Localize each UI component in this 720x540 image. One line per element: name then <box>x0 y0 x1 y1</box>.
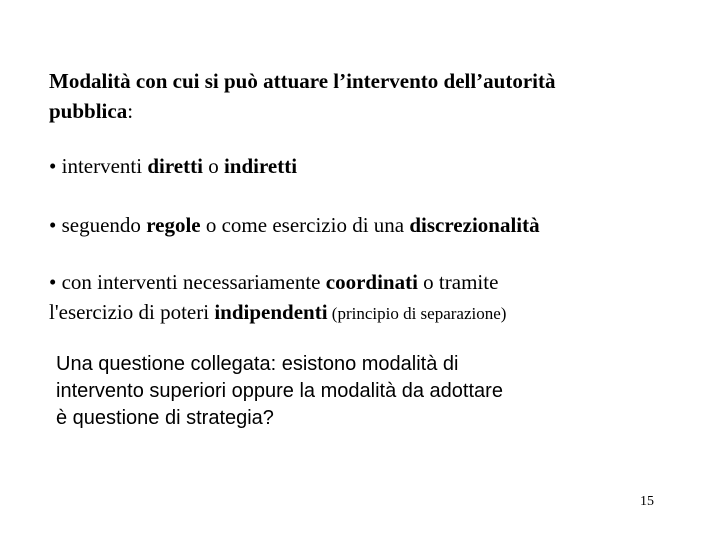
bullet-text: l'esercizio di poteri <box>49 300 215 324</box>
bullet-bold-term: indipendenti <box>214 300 328 324</box>
bullet-text: con interventi necessariamente <box>56 270 326 294</box>
bullet-marker: • <box>49 154 57 178</box>
bullet-parenthetical: (principio di separazione) <box>327 304 507 323</box>
bullet-line-1 <box>49 267 689 297</box>
bullet-marker: • <box>49 213 57 237</box>
bullet-bold-term: indiretti <box>223 154 298 178</box>
heading-word-pubblica: pubblica <box>49 99 128 123</box>
bullet-text: o <box>202 154 224 178</box>
question-line-3: è questione di strategia? <box>56 407 274 429</box>
bullet-text: o tramite <box>417 270 499 294</box>
heading-colon: : <box>127 99 134 123</box>
question-block <box>56 351 696 432</box>
bullet-text: o come esercizio di una <box>200 213 410 237</box>
bullet-bold-term: diretti <box>147 154 203 178</box>
bullet-bold-term: discrezionalità <box>409 213 540 237</box>
heading-line-1: Modalità con cui si può attuare l’intervento dell’autorità <box>49 69 556 93</box>
question-line-1: Una questione collegata: esistono modalità di <box>56 353 459 375</box>
bullet-text: interventi <box>56 154 148 178</box>
bullet-line-2 <box>49 297 689 329</box>
bullet-text: seguendo <box>56 213 147 237</box>
bullet-marker: • <box>49 270 57 294</box>
bullet-bold-term: regole <box>146 213 201 237</box>
page-number: 15 <box>640 494 654 509</box>
bullet-item-regole <box>49 210 689 240</box>
heading-line-2 <box>49 96 669 126</box>
question-line-2: intervento superiori oppure la modalità da adottare <box>56 380 503 402</box>
slide-heading <box>49 66 669 126</box>
bullet-item-coordinati <box>49 267 689 329</box>
bullet-item-interventi <box>49 151 689 181</box>
bullet-bold-term: coordinati <box>325 270 418 294</box>
